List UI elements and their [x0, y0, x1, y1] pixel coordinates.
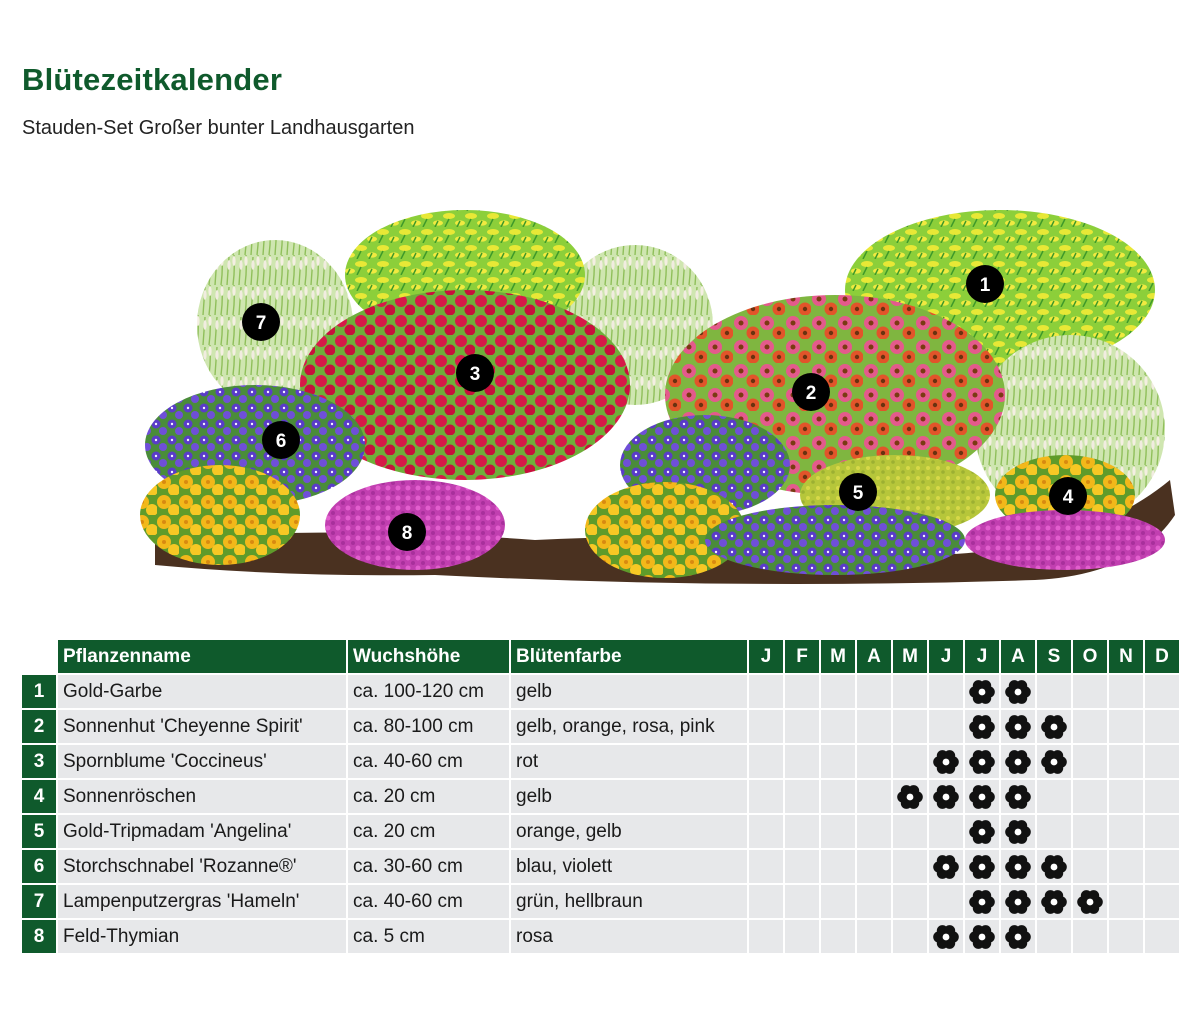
bloom-flower-icon	[967, 677, 997, 707]
month-cell-dec	[1145, 745, 1179, 778]
month-cell-oct	[1073, 710, 1107, 743]
plant-name: Feld-Thymian	[58, 920, 346, 953]
row-number: 5	[22, 815, 56, 848]
month-header-jul: J	[965, 640, 999, 673]
month-cell-jun	[929, 710, 963, 743]
month-cell-jan	[749, 920, 783, 953]
month-header-sep: S	[1037, 640, 1071, 673]
month-header-oct: O	[1073, 640, 1107, 673]
month-cell-feb	[785, 920, 819, 953]
bloom-calendar-body	[22, 675, 1179, 953]
bloom-flower-icon	[931, 922, 961, 952]
month-cell-feb	[785, 815, 819, 848]
growth-height: ca. 80-100 cm	[348, 710, 509, 743]
growth-height: ca. 5 cm	[348, 920, 509, 953]
month-cell-sep	[1037, 745, 1071, 778]
month-cell-sep	[1037, 780, 1071, 813]
month-cell-may	[893, 885, 927, 918]
growth-height: ca. 20 cm	[348, 780, 509, 813]
month-cell-mar	[821, 745, 855, 778]
page-subtitle: Stauden-Set Großer bunter Landhausgarten	[22, 117, 415, 139]
month-cell-jul	[965, 920, 999, 953]
bloom-flower-icon	[931, 782, 961, 812]
month-cell-mar	[821, 815, 855, 848]
month-header-may: M	[893, 640, 927, 673]
month-cell-feb	[785, 885, 819, 918]
plant-name: Lampenputzergras 'Hameln'	[58, 885, 346, 918]
month-cell-jul	[965, 675, 999, 708]
month-cell-jun	[929, 780, 963, 813]
month-cell-oct	[1073, 745, 1107, 778]
bloom-flower-icon	[1039, 852, 1069, 882]
month-cell-oct	[1073, 675, 1107, 708]
month-header-nov: N	[1109, 640, 1143, 673]
marker-6	[262, 421, 300, 459]
bloom-flower-icon	[1003, 747, 1033, 777]
bloom-flower-icon	[1003, 677, 1033, 707]
bloom-flower-icon	[931, 852, 961, 882]
month-cell-mar	[821, 920, 855, 953]
svg-text:2: 2	[805, 383, 817, 404]
month-cell-sep	[1037, 920, 1071, 953]
month-cell-may	[893, 710, 927, 743]
table-row	[22, 815, 1179, 848]
month-cell-aug	[1001, 815, 1035, 848]
month-cell-apr	[857, 885, 891, 918]
table-row	[22, 920, 1179, 953]
month-cell-jun	[929, 745, 963, 778]
month-cell-jan	[749, 710, 783, 743]
flower-color: gelb, orange, rosa, pink	[511, 710, 747, 743]
svg-text:6: 6	[275, 431, 287, 452]
row-number: 4	[22, 780, 56, 813]
marker-2	[792, 373, 830, 411]
month-cell-nov	[1109, 710, 1143, 743]
row-number: 7	[22, 885, 56, 918]
month-cell-jul	[965, 780, 999, 813]
month-cell-dec	[1145, 815, 1179, 848]
month-cell-oct	[1073, 780, 1107, 813]
svg-text:4: 4	[1062, 487, 1074, 508]
month-cell-jul	[965, 710, 999, 743]
month-cell-dec	[1145, 780, 1179, 813]
month-cell-sep	[1037, 885, 1071, 918]
month-cell-aug	[1001, 780, 1035, 813]
row-number: 6	[22, 850, 56, 883]
bloom-flower-icon	[1003, 887, 1033, 917]
bloom-flower-icon	[967, 887, 997, 917]
month-cell-jan	[749, 815, 783, 848]
bloom-flower-icon	[967, 747, 997, 777]
table-row	[22, 710, 1179, 743]
bloom-flower-icon	[1003, 852, 1033, 882]
month-cell-mar	[821, 710, 855, 743]
flower-color: rot	[511, 745, 747, 778]
bloom-flower-icon	[967, 852, 997, 882]
month-cell-jan	[749, 675, 783, 708]
bloom-flower-icon	[1003, 712, 1033, 742]
table-row	[22, 745, 1179, 778]
month-cell-jul	[965, 885, 999, 918]
flower-color: rosa	[511, 920, 747, 953]
month-cell-aug	[1001, 710, 1035, 743]
month-cell-feb	[785, 710, 819, 743]
month-cell-may	[893, 675, 927, 708]
month-cell-feb	[785, 780, 819, 813]
svg-text:7: 7	[255, 313, 267, 334]
row-number: 2	[22, 710, 56, 743]
bloom-flower-icon	[967, 817, 997, 847]
month-cell-oct	[1073, 815, 1107, 848]
month-cell-oct	[1073, 885, 1107, 918]
bloom-flower-icon	[1003, 782, 1033, 812]
plant-name: Gold-Tripmadam 'Angelina'	[58, 815, 346, 848]
month-cell-apr	[857, 710, 891, 743]
marker-4	[1049, 477, 1087, 515]
month-cell-nov	[1109, 920, 1143, 953]
row-number: 3	[22, 745, 56, 778]
page-title: Blütezeitkalender	[22, 62, 283, 97]
month-header-mar: M	[821, 640, 855, 673]
month-cell-aug	[1001, 920, 1035, 953]
marker-8	[388, 513, 426, 551]
svg-text:5: 5	[852, 483, 864, 504]
growth-height: ca. 100-120 cm	[348, 675, 509, 708]
month-cell-nov	[1109, 780, 1143, 813]
table-header-row	[22, 640, 1179, 673]
plant-name: Sonnenhut 'Cheyenne Spirit'	[58, 710, 346, 743]
month-cell-may	[893, 850, 927, 883]
month-cell-mar	[821, 885, 855, 918]
month-cell-jul	[965, 850, 999, 883]
bloom-calendar-table	[20, 638, 1181, 955]
month-cell-oct	[1073, 920, 1107, 953]
month-cell-dec	[1145, 675, 1179, 708]
growth-height: ca. 40-60 cm	[348, 885, 509, 918]
month-cell-dec	[1145, 850, 1179, 883]
month-cell-jan	[749, 780, 783, 813]
month-cell-aug	[1001, 745, 1035, 778]
bloom-flower-icon	[1075, 887, 1105, 917]
month-cell-dec	[1145, 920, 1179, 953]
month-cell-mar	[821, 675, 855, 708]
table-row	[22, 675, 1179, 708]
month-header-jun: J	[929, 640, 963, 673]
month-cell-apr	[857, 780, 891, 813]
month-cell-feb	[785, 675, 819, 708]
month-cell-may	[893, 745, 927, 778]
month-cell-dec	[1145, 710, 1179, 743]
month-cell-apr	[857, 920, 891, 953]
growth-height: ca. 20 cm	[348, 815, 509, 848]
month-header-aug: A	[1001, 640, 1035, 673]
flower-color: gelb	[511, 675, 747, 708]
growth-height: ca. 30-60 cm	[348, 850, 509, 883]
plant-name: Storchschnabel 'Rozanne®'	[58, 850, 346, 883]
flower-color: orange, gelb	[511, 815, 747, 848]
month-cell-apr	[857, 850, 891, 883]
month-cell-nov	[1109, 745, 1143, 778]
marker-5	[839, 473, 877, 511]
month-cell-may	[893, 920, 927, 953]
month-cell-jan	[749, 745, 783, 778]
flower-color: gelb	[511, 780, 747, 813]
marker-3	[456, 354, 494, 392]
table-row	[22, 780, 1179, 813]
month-cell-jul	[965, 815, 999, 848]
growth-height: ca. 40-60 cm	[348, 745, 509, 778]
month-cell-apr	[857, 815, 891, 848]
month-cell-dec	[1145, 885, 1179, 918]
table-row	[22, 885, 1179, 918]
column-header-height: Wuchshöhe	[348, 640, 509, 673]
month-cell-jun	[929, 850, 963, 883]
row-number: 8	[22, 920, 56, 953]
month-cell-jun	[929, 920, 963, 953]
flower-color: blau, violett	[511, 850, 747, 883]
plant-name: Sonnenröschen	[58, 780, 346, 813]
month-cell-oct	[1073, 850, 1107, 883]
column-header-name: Pflanzenname	[58, 640, 346, 673]
month-cell-jul	[965, 745, 999, 778]
row-number: 1	[22, 675, 56, 708]
month-cell-sep	[1037, 675, 1071, 708]
month-cell-nov	[1109, 850, 1143, 883]
month-cell-aug	[1001, 885, 1035, 918]
svg-text:8: 8	[401, 523, 413, 544]
bloom-flower-icon	[931, 747, 961, 777]
month-cell-may	[893, 780, 927, 813]
month-cell-feb	[785, 745, 819, 778]
bloom-flower-icon	[1039, 747, 1069, 777]
month-cell-mar	[821, 850, 855, 883]
bloom-flower-icon	[1039, 887, 1069, 917]
month-cell-sep	[1037, 815, 1071, 848]
month-cell-jan	[749, 885, 783, 918]
bloom-flower-icon	[895, 782, 925, 812]
marker-7	[242, 303, 280, 341]
flower-color: grün, hellbraun	[511, 885, 747, 918]
bloom-flower-icon	[1039, 712, 1069, 742]
month-cell-nov	[1109, 815, 1143, 848]
bloom-flower-icon	[967, 712, 997, 742]
month-cell-apr	[857, 745, 891, 778]
month-cell-jun	[929, 885, 963, 918]
bloom-flower-icon	[967, 922, 997, 952]
header-spacer	[22, 640, 56, 673]
marker-1	[966, 265, 1004, 303]
month-header-jan: J	[749, 640, 783, 673]
month-cell-nov	[1109, 885, 1143, 918]
svg-text:3: 3	[469, 364, 481, 385]
svg-text:1: 1	[979, 275, 991, 296]
plant-name: Gold-Garbe	[58, 675, 346, 708]
bloom-flower-icon	[1003, 817, 1033, 847]
month-cell-apr	[857, 675, 891, 708]
month-cell-aug	[1001, 850, 1035, 883]
garden-bed-illustration	[135, 195, 1175, 595]
month-cell-mar	[821, 780, 855, 813]
month-cell-sep	[1037, 850, 1071, 883]
month-header-feb: F	[785, 640, 819, 673]
month-cell-jun	[929, 675, 963, 708]
month-cell-feb	[785, 850, 819, 883]
bloom-flower-icon	[1003, 922, 1033, 952]
month-header-dec: D	[1145, 640, 1179, 673]
table-row	[22, 850, 1179, 883]
plant-name: Spornblume 'Coccineus'	[58, 745, 346, 778]
bloom-flower-icon	[967, 782, 997, 812]
month-header-apr: A	[857, 640, 891, 673]
month-cell-aug	[1001, 675, 1035, 708]
column-header-color: Blütenfarbe	[511, 640, 747, 673]
month-cell-jun	[929, 815, 963, 848]
month-cell-jan	[749, 850, 783, 883]
month-cell-nov	[1109, 675, 1143, 708]
month-cell-sep	[1037, 710, 1071, 743]
month-cell-may	[893, 815, 927, 848]
